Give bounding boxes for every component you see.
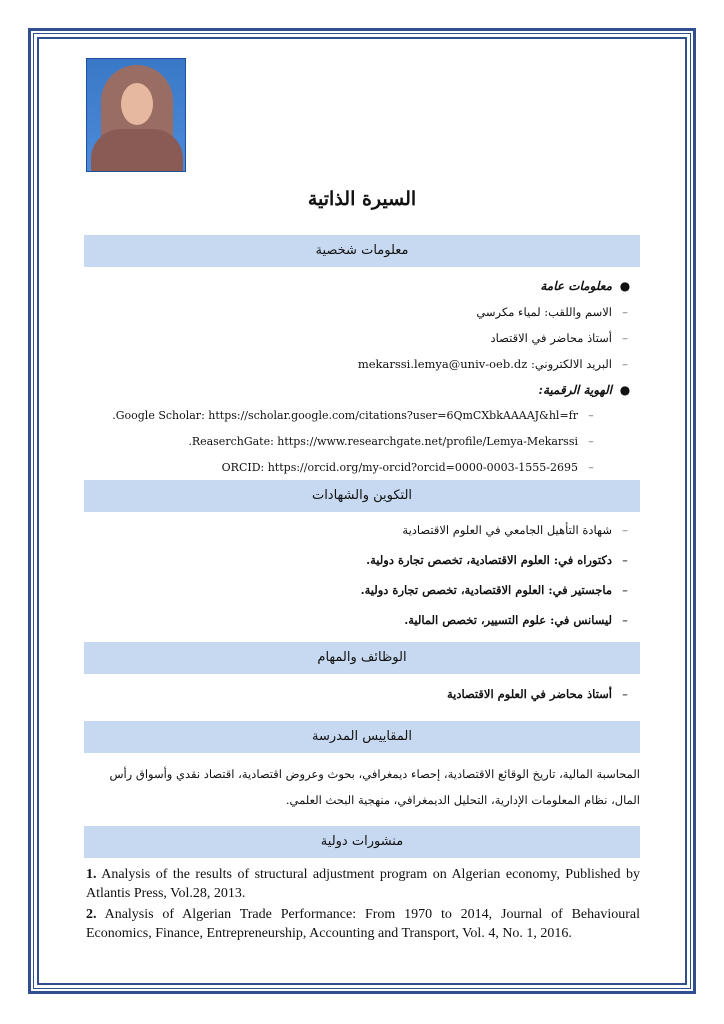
section-jobs: الوظائف والمهام xyxy=(84,642,640,674)
publication-item: 2. Analysis of Algerian Trade Performance: From 1970 to 2014, Journal of Behavioural Economics, Finance, Entrepreneurship, Accounting and Transport, Vol. 4, No. 1, 2016. xyxy=(86,907,640,941)
photo-shoulders xyxy=(91,129,183,172)
publication-item: 1. Analysis of the results of structural adjustment program on Algerian economy, Published by Atlantis Press, Vol.28, 2013. xyxy=(86,867,640,901)
education-item: –ليسانس في: علوم التسيير، تخصص المالية. xyxy=(404,613,628,627)
photo-face xyxy=(121,83,153,125)
email-line: –البريد الالكتروني: mekarssi.lemya@univ-oeb.dz xyxy=(357,357,628,371)
position-line: –أستاذ محاضر في الاقتصاد xyxy=(490,331,628,345)
section-courses: المقاييس المدرسة xyxy=(84,721,640,753)
section-personal-info: معلومات شخصية xyxy=(84,235,640,267)
courses-paragraph: المحاسبة المالية، تاريخ الوقائع الاقتصادية، إحصاء ديمغرافي، بحوث وعروض اقتصادية، اقتصاد نقدي وأسواق رأس المال، نظام المعلومات الإدارية، التحليل الديمغرافي، منهجية البحث العلمي. xyxy=(109,767,640,807)
page-title: السيرة الذاتية xyxy=(307,188,417,210)
education-item: –شهادة التأهيل الجامعي في العلوم الاقتصادية xyxy=(402,523,628,537)
researchgate-link[interactable]: –ReaserchGate: https://www.researchgate.net/profile/Lemya-Mekarssi. xyxy=(188,435,594,448)
education-item: –دكتوراه في: العلوم الاقتصادية، تخصص تجارة دولية. xyxy=(366,553,628,567)
job-item: –أستاذ محاضر في العلوم الاقتصادية xyxy=(446,687,628,701)
digital-id-heading: ●الهوية الرقمية: xyxy=(538,383,631,397)
education-item: –ماجستير في: العلوم الاقتصادية، تخصص تجارة دولية. xyxy=(360,583,628,597)
section-education: التكوين والشهادات xyxy=(84,480,640,512)
section-publications: منشورات دولية xyxy=(84,826,640,858)
scholar-link[interactable]: –Google Scholar: https://scholar.google.com/citations?user=6QmCXbkAAAAJ&hl=fr. xyxy=(112,409,594,422)
profile-photo xyxy=(86,58,186,172)
orcid-link[interactable]: –ORCID: https://orcid.org/my-orcid?orcid=0000-0003-1555-2695 xyxy=(221,461,594,474)
name-line: –الاسم واللقب: لمياء مكرسي xyxy=(476,305,628,319)
general-info-heading: ●معلومات عامة xyxy=(540,279,631,293)
